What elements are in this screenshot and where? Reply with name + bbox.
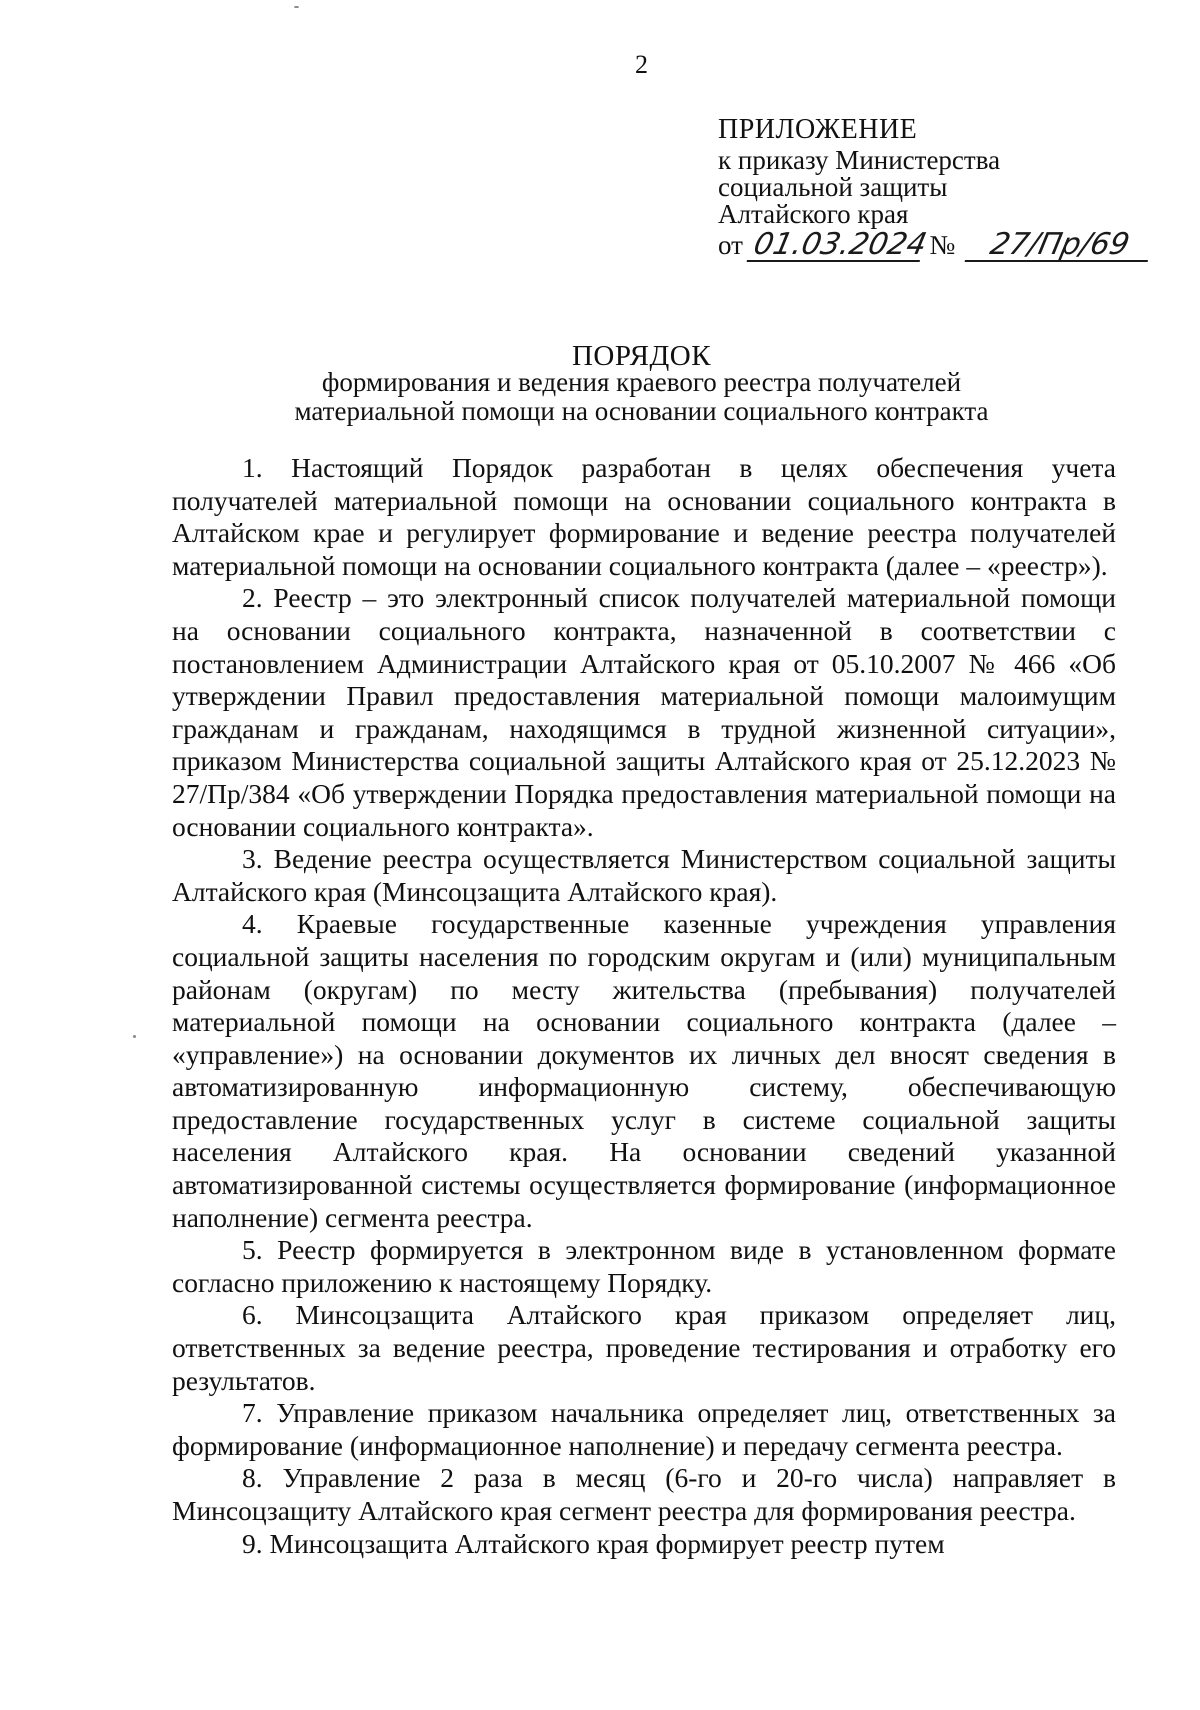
- document-title: ПОРЯДОК: [571, 340, 712, 372]
- paragraph-6: 6. Минсоцзащита Алтайского края приказом определяет лиц, ответственных за ведение реестра, проведение тестирования и отработку его результатов.: [172, 1299, 1116, 1396]
- annex-title: ПРИЛОЖЕНИЕ: [718, 114, 918, 145]
- paragraph-8: 8. Управление 2 раза в месяц (6-го и 20-го числа) направляет в Минсоцзащиту Алтайского края сегмент реестра для формирования реестра.: [172, 1462, 1116, 1526]
- paragraph-7: 7. Управление приказом начальника определяет лиц, ответственных за формирование (информационное наполнение) и передачу сегмента реестра.: [172, 1397, 1116, 1461]
- scan-speck: [294, 6, 299, 8]
- paragraph-4: 4. Краевые государственные казенные учреждения управления социальной защиты населения по городским округам и (или) муниципальным районам (округам) по месту жительства (пребывания) получателей материальной помощи на основании социального контракта (далее – «управление») на основании документов их личных дел вносят сведения в автоматизированную информационную систему, обеспечивающую предоставление государственных услуг в системе социальной защиты населения Алтайского края. На основании сведений указанной автоматизированной системы осуществляется формирование (информационное наполнение) сегмента реестра.: [172, 908, 1116, 1233]
- page-number: 2: [635, 50, 648, 79]
- subtitle-line-2: материальной помощи на основании социального контракта: [294, 396, 989, 426]
- handwritten-date: 01.03.2024: [746, 230, 926, 262]
- paragraph-9: 9. Минсоцзащита Алтайского края формирует реестр путем: [242, 1527, 945, 1559]
- scan-speck: [133, 1035, 136, 1038]
- annex-block: [718, 116, 1151, 262]
- paragraph-2: 2. Реестр – это электронный список получателей материальной помощи на основании социального контракта, назначенной в соответствии с постановлением Администрации Алтайского края от 05.10.2007 № 466 «Об утверждении Правил предоставления материальной помощи малоимущим гражданам и гражданам, находящимся в трудной жизненной ситуации», приказом Министерства социальной защиты Алтайского края от 25.12.2023 № 27/Пр/384 «Об утверждении Порядка предоставления материальной помощи на основании социального контракта».: [172, 582, 1116, 842]
- annex-line-2: социальной защиты: [718, 172, 948, 202]
- subtitle-line-1: формирования и ведения краевого реестра получателей: [321, 367, 962, 397]
- handwritten-number: 27/Пр/69: [965, 230, 1155, 262]
- number-prefix: №: [929, 230, 956, 260]
- document-body: [172, 452, 1116, 1560]
- document-subtitle: [0, 368, 1200, 426]
- annex-date-number-line: [718, 227, 1151, 262]
- paragraph-5: 5. Реестр формируется в электронном виде в установленном формате согласно приложению к настоящему Порядку.: [172, 1234, 1116, 1298]
- paragraph-1: 1. Настоящий Порядок разработан в целях обеспечения учета получателей материальной помощи на основании социального контракта в Алтайском крае и регулирует формирование и ведение реестра получателей материальной помощи на основании социального контракта (далее – «реестр»).: [172, 452, 1116, 581]
- paragraph-3: 3. Ведение реестра осуществляется Министерством социальной защиты Алтайского края (Минсоцзащита Алтайского края).: [172, 843, 1116, 907]
- date-prefix: от: [718, 230, 743, 260]
- annex-line-3: Алтайского края: [718, 199, 909, 229]
- annex-line-1: к приказу Министерства: [718, 145, 1001, 175]
